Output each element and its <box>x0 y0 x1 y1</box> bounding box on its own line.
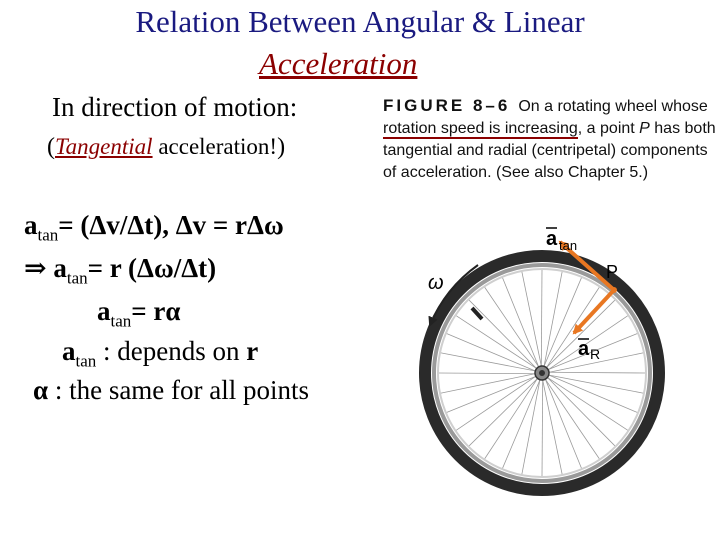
eq3-a: a <box>97 296 111 326</box>
wheel-spoke <box>439 373 536 374</box>
wheel-spoke <box>469 378 538 446</box>
tangential-rest: acceleration! <box>152 134 278 159</box>
eq4-sub: tan <box>75 351 97 371</box>
wheel-spoke <box>456 376 536 431</box>
caption-point: P <box>639 120 650 137</box>
wheel-spoke <box>441 353 536 371</box>
wheel-spoke <box>544 272 562 367</box>
wheel-spoke <box>547 377 615 446</box>
eq1-a: a <box>24 210 38 240</box>
eq2-sub: tan <box>66 268 88 288</box>
eq4-a: a <box>62 336 76 366</box>
a-r-sub: R <box>590 346 601 362</box>
equation-1 <box>24 210 284 245</box>
title-line-1: Relation Between Angular & Linear <box>135 4 585 39</box>
a-radial-vector <box>574 290 614 333</box>
omega-label: ω <box>428 272 444 294</box>
wheel-spoke <box>548 372 645 373</box>
eq3-sub: tan <box>110 311 132 331</box>
eq3-rest: = rα <box>131 296 181 326</box>
point-p-label: P <box>606 262 619 282</box>
eq2-arrow: ⇒ <box>24 253 54 283</box>
wheel-spoke <box>485 287 540 367</box>
equation-3 <box>97 296 180 331</box>
wheel-spoke <box>541 270 542 367</box>
title-line-2: Acceleration <box>259 46 418 81</box>
eq2-a: a <box>53 253 67 283</box>
eq4-r: r <box>246 336 259 366</box>
wheel-spoke <box>469 300 537 369</box>
tangential-open: ( <box>47 134 55 160</box>
eq5-alpha: α <box>33 375 49 405</box>
caption-part-2: , a point <box>577 120 640 137</box>
wheel-spoke <box>447 376 537 412</box>
caption-part-3: has both tangential and radial (centripetal) components of acceleration. (See also Chapter 5.) <box>383 120 716 181</box>
equation-4 <box>62 336 258 371</box>
rotating-wheel-figure <box>410 215 710 540</box>
figure-label: FIGURE 8–6 <box>383 96 511 115</box>
direction-text: In direction of motion: <box>52 92 298 122</box>
tangential-note <box>47 134 285 161</box>
tangential-close: ) <box>277 134 286 160</box>
wheel-spoke <box>542 379 562 474</box>
eq5-rest: : the same for all points <box>48 375 310 405</box>
wheel-spoke <box>522 379 540 474</box>
wheel-spoke <box>503 278 539 368</box>
a-tan-sub: tan <box>559 238 578 253</box>
caption-part-1: On a rotating wheel whose <box>518 98 708 115</box>
equation-2 <box>24 253 216 288</box>
wheel-spoke <box>522 272 542 367</box>
caption-highlight: rotation speed is increasing <box>383 120 578 137</box>
eq2-rest: = r (Δω/Δt) <box>87 253 217 283</box>
wheel-spoke <box>441 373 536 393</box>
wheel-spoke <box>545 378 581 468</box>
point-p-dot <box>611 287 617 293</box>
a-tan-letter: a <box>546 228 558 250</box>
wheel-spoke <box>548 375 643 393</box>
a-r-letter: a <box>578 338 590 360</box>
figure-caption <box>383 95 720 184</box>
eq4-mid: : depends on <box>96 336 247 366</box>
tangential-word: Tangential <box>55 134 153 159</box>
eq1-sub: tan <box>37 225 59 245</box>
wheel-spoke <box>545 378 600 458</box>
eq1-rest: = (Δv/Δt), Δv = rΔω <box>58 210 284 240</box>
equation-5 <box>33 375 309 406</box>
wheel-spoke <box>542 379 543 476</box>
wheel-valve <box>472 308 482 319</box>
